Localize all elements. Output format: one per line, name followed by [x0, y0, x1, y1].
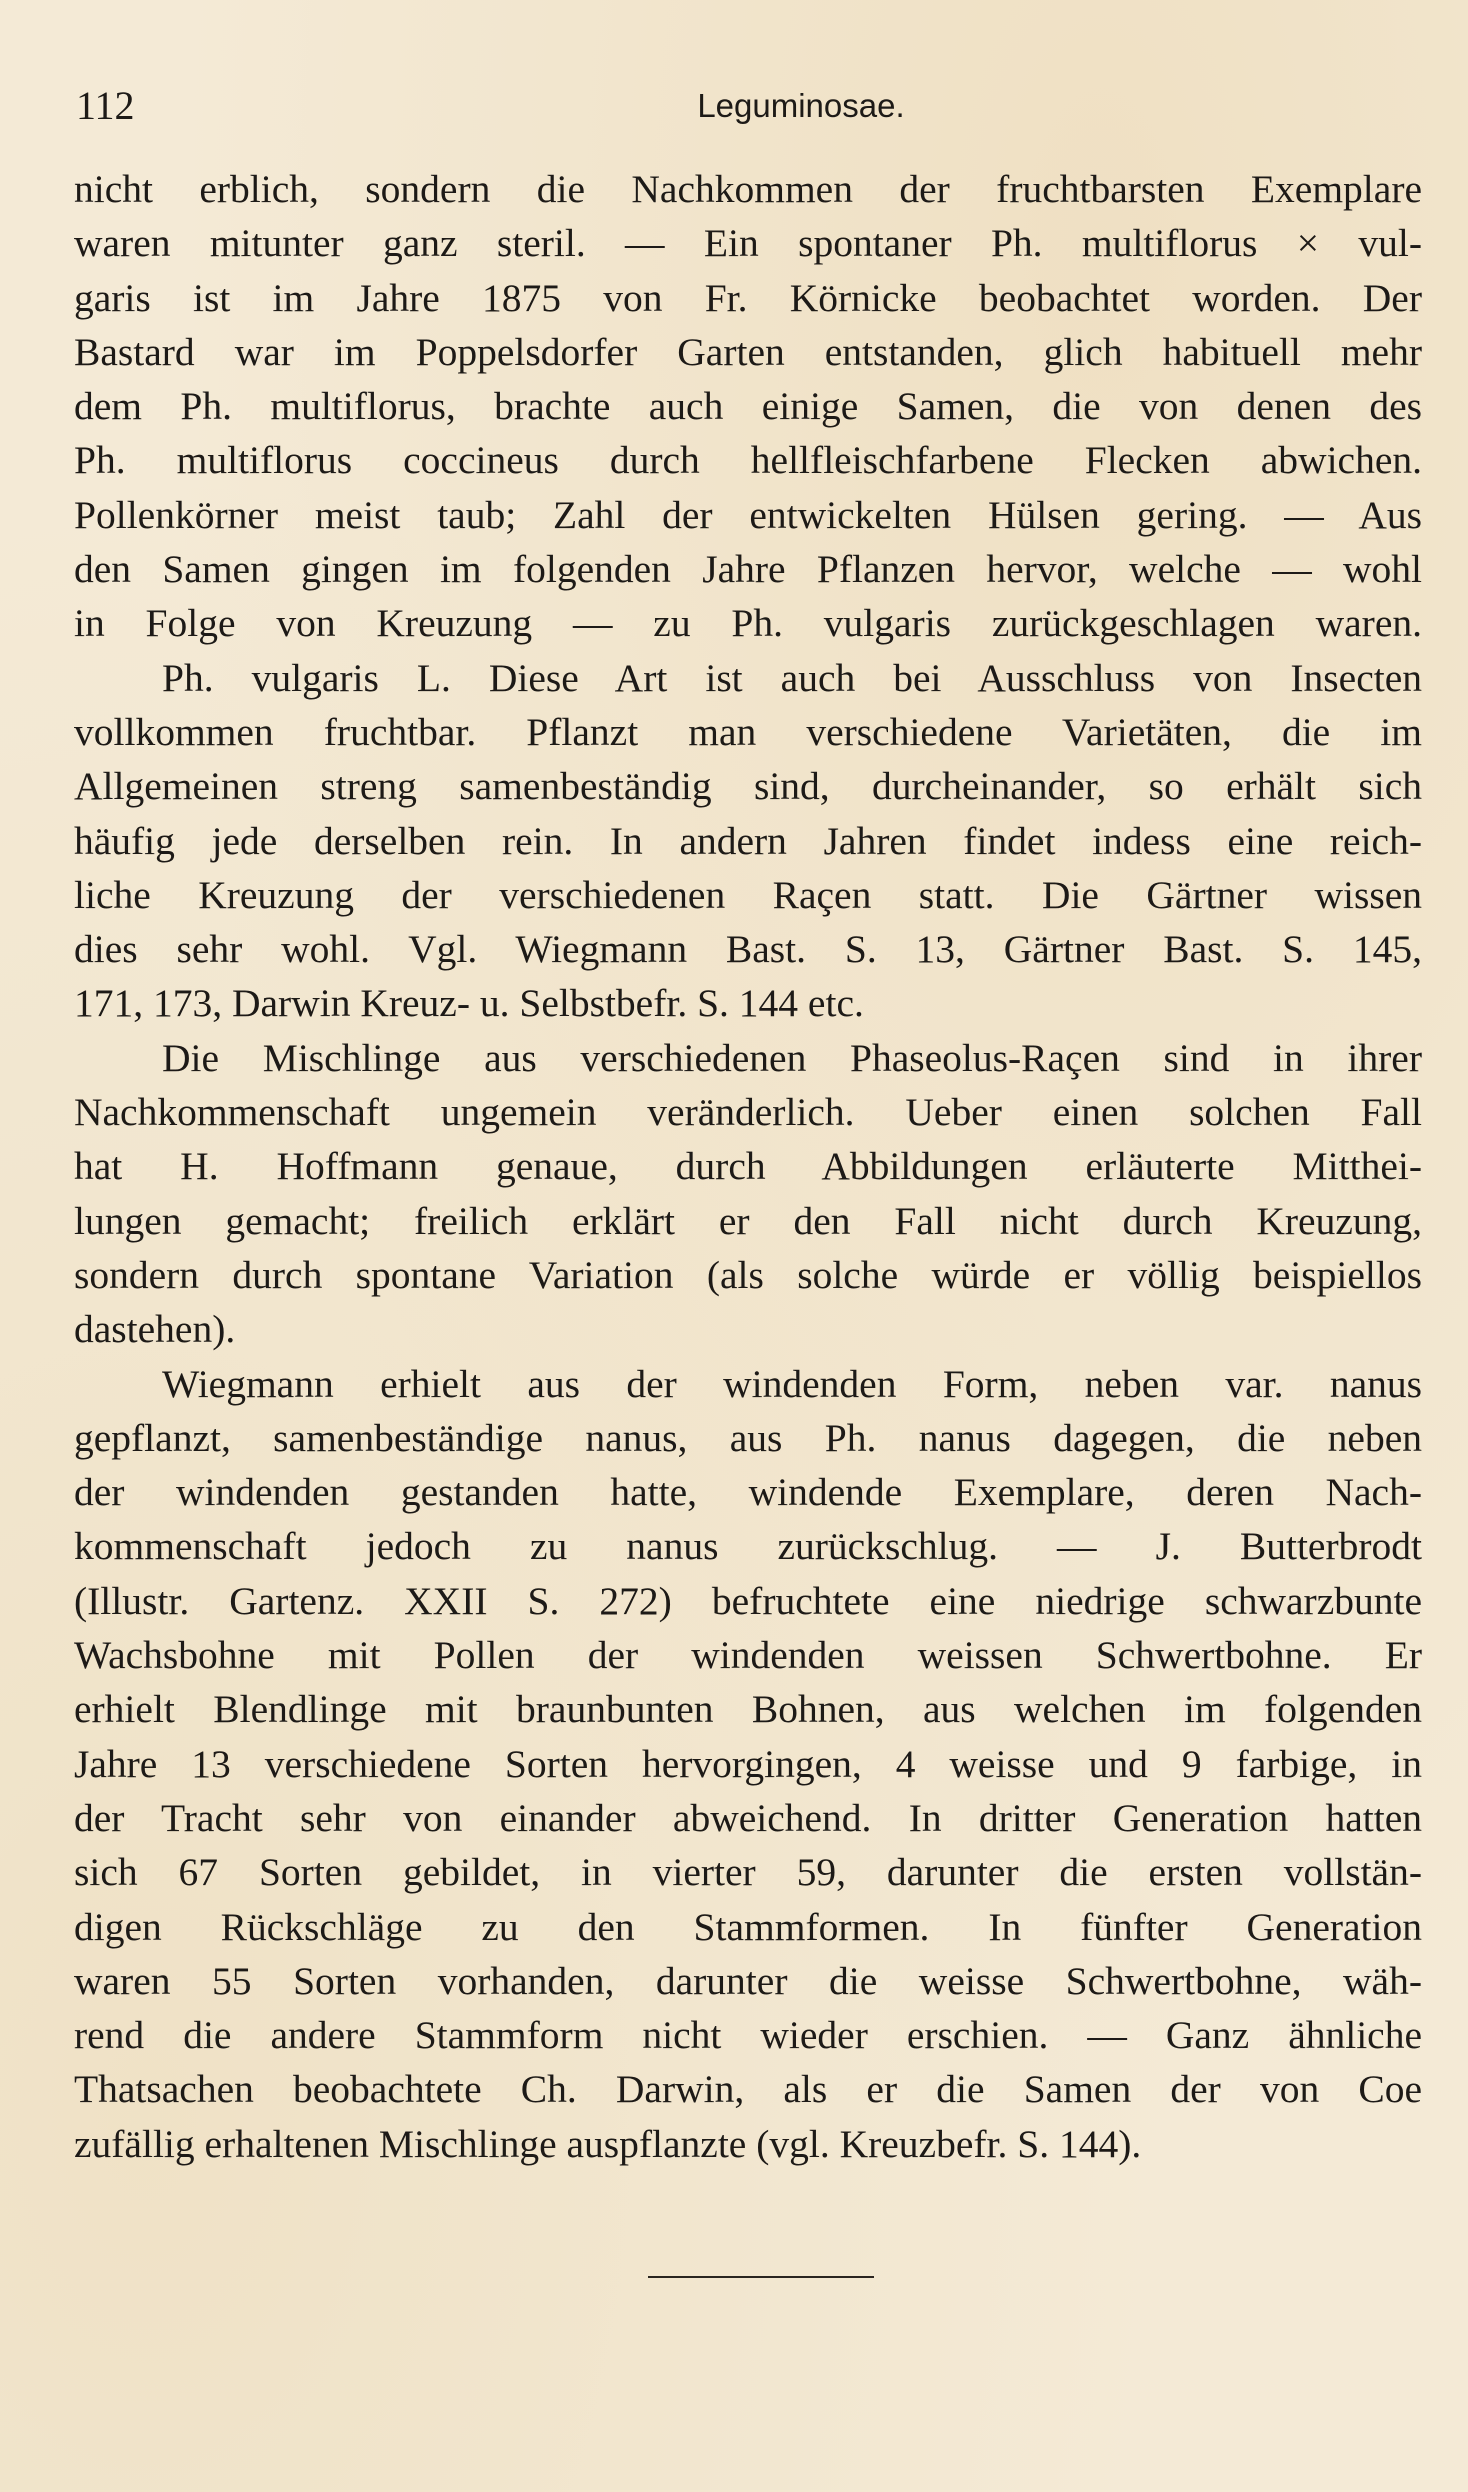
text-line: Pollenkörner meist taub; Zahl der entwickelten Hülsen gering. — Aus — [74, 492, 1422, 537]
text-line: 171, 173, Darwin Kreuz- u. Selbstbefr. S. 144 etc. — [74, 981, 864, 1026]
text-line: sondern durch spontane Variation (als solche würde er völlig beispiellos — [74, 1252, 1422, 1297]
text-line: Ph. vulgaris L. Diese Art ist auch bei Ausschluss von Insecten — [162, 655, 1422, 700]
text-line: Wiegmann erhielt aus der windenden Form, neben var. nanus — [162, 1361, 1422, 1406]
text-line: (Illustr. Gartenz. XXII S. 272) befruchtete eine niedrige schwarzbunte — [74, 1578, 1422, 1623]
text-line: Wachsbohne mit Pollen der windenden weissen Schwertbohne. Er — [74, 1633, 1422, 1678]
text-line: nicht erblich, sondern die Nachkommen der fruchtbarsten Exemplare — [74, 167, 1422, 211]
section-divider-rule — [648, 2276, 874, 2278]
text-line: der Tracht sehr von einander abweichend. In dritter Generation hatten — [74, 1795, 1422, 1840]
text-line: der windenden gestanden hatte, windende Exemplare, deren Nach- — [74, 1470, 1422, 1515]
paragraph-1 — [74, 162, 1422, 651]
text-line: lungen gemacht; freilich erklärt er den Fall nicht durch Kreuzung, — [74, 1198, 1422, 1243]
text-line: waren mitunter ganz steril. — Ein spontaner Ph. multiflorus × vul- — [74, 221, 1422, 266]
text-line: in Folge von Kreuzung — zu Ph. vulgaris zurückgeschlagen waren. — [74, 601, 1422, 646]
text-line: Jahre 13 verschiedene Sorten hervorgingen, 4 weisse und 9 farbige, in — [74, 1741, 1422, 1786]
text-line: sich 67 Sorten gebildet, in vierter 59, darunter die ersten vollstän- — [74, 1850, 1422, 1895]
text-line: Allgemeinen streng samenbeständig sind, durcheinander, so erhält sich — [74, 764, 1422, 809]
body-text — [74, 162, 1422, 2171]
text-line: hat H. Hoffmann genaue, durch Abbildungen erläuterte Mitthei- — [74, 1144, 1422, 1189]
text-line: Ph. multiflorus coccineus durch hellfleischfarbene Flecken abwichen. — [74, 438, 1422, 483]
text-line: liche Kreuzung der verschiedenen Raçen statt. Die Gärtner wissen — [74, 872, 1422, 917]
running-head-title: Leguminosae. — [697, 87, 905, 124]
text-line: vollkommen fruchtbar. Pflanzt man verschiedene Varietäten, die im — [74, 709, 1422, 754]
text-line: Nachkommenschaft ungemein veränderlich. Ueber einen solchen Fall — [74, 1090, 1422, 1135]
paragraph-4 — [74, 1357, 1422, 2171]
paragraph-3 — [74, 1031, 1422, 1357]
text-line: dies sehr wohl. Vgl. Wiegmann Bast. S. 13, Gärtner Bast. S. 145, — [74, 927, 1422, 972]
text-line: erhielt Blendlinge mit braunbunten Bohnen, aus welchen im folgenden — [74, 1687, 1422, 1732]
text-line: Thatsachen beobachtete Ch. Darwin, als er die Samen der von Coe — [74, 2067, 1422, 2112]
text-line: den Samen gingen im folgenden Jahre Pflanzen hervor, welche — wohl — [74, 547, 1422, 592]
text-line: dem Ph. multiflorus, brachte auch einige Samen, die von denen des — [74, 384, 1422, 429]
text-line: häufig jede derselben rein. In andern Jahren findet indess eine reich- — [74, 818, 1422, 863]
text-line: garis ist im Jahre 1875 von Fr. Körnicke beobachtet worden. Der — [74, 275, 1422, 320]
text-line: dastehen). — [74, 1307, 236, 1352]
running-head — [76, 76, 1416, 136]
text-line: zufällig erhaltenen Mischlinge auspflanzte (vgl. Kreuzbefr. S. 144). — [74, 2121, 1142, 2166]
text-line: Bastard war im Poppelsdorfer Garten entstanden, glich habituell mehr — [74, 329, 1422, 374]
text-line: Die Mischlinge aus verschiedenen Phaseolus-Raçen sind in ihrer — [162, 1035, 1422, 1080]
text-line: kommenschaft jedoch zu nanus zurückschlug. — J. Butterbrodt — [74, 1524, 1422, 1569]
text-line: waren 55 Sorten vorhanden, darunter die weisse Schwertbohne, wäh- — [74, 1958, 1422, 2003]
text-line: gepflanzt, samenbeständige nanus, aus Ph. nanus dagegen, die neben — [74, 1415, 1422, 1460]
page-number: 112 — [76, 83, 135, 128]
text-line: digen Rückschläge zu den Stammformen. In fünfter Generation — [74, 1904, 1422, 1949]
text-line: rend die andere Stammform nicht wieder erschien. — Ganz ähnliche — [74, 2013, 1422, 2058]
paragraph-2 — [74, 651, 1422, 1031]
